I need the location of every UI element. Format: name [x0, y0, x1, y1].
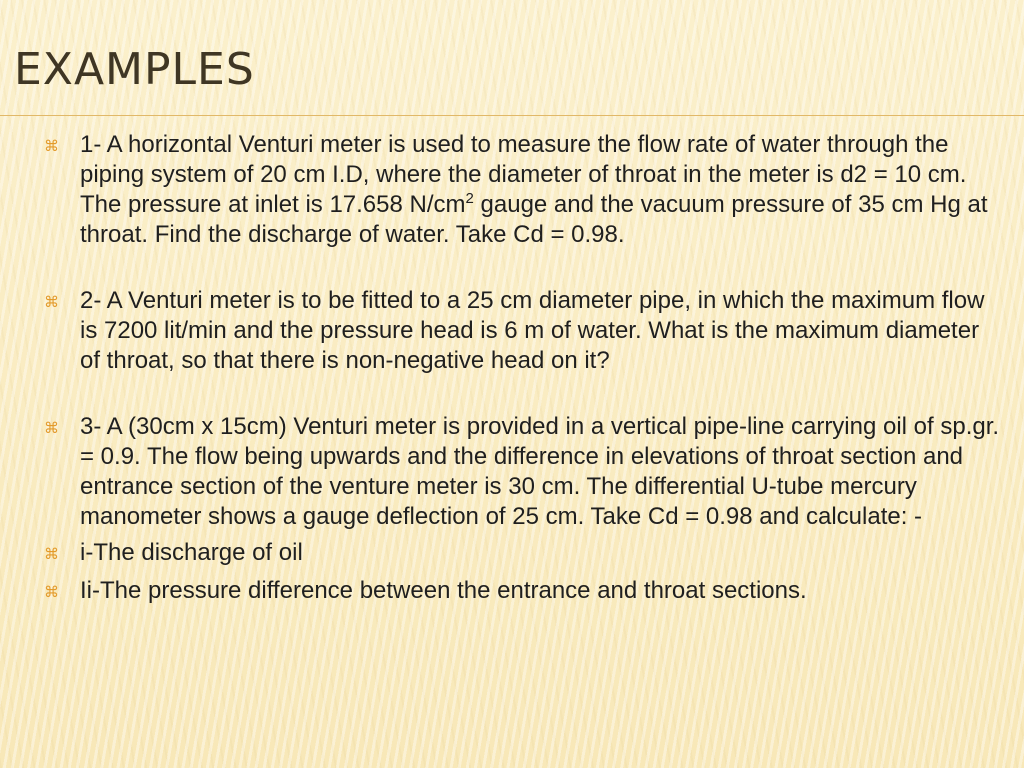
sub-question-2-text: Ii-The pressure difference between the entrance and throat sections.	[80, 577, 807, 604]
bullet-icon: ⌘	[44, 420, 59, 437]
sub-question-1-text: i-The discharge of oil	[80, 539, 303, 566]
example-2-text: 2- A Venturi meter is to be fitted to a 25 cm diameter pipe, in which the maximum flow is 7200 lit/min and the pressure head is 6 m of water. What is the maximum diameter of throat, so that there is non-negative head on it?	[80, 287, 985, 374]
bullet-icon: ⌘	[44, 584, 59, 601]
example-3-text: 3- A (30cm x 15cm) Venturi meter is provided in a vertical pipe-line carrying oil of sp.gr. = 0.9. The flow being upwards and the difference in elevations of throat section and entrance section of the venture meter is 30 cm. The differential U-tube mercury manometer shows a gauge deflection of 25 cm. Take Cd = 0.98 and calculate: -	[80, 413, 1000, 530]
bullet-icon: ⌘	[44, 294, 59, 311]
example-1-text-start: 1- A horizontal Venturi meter is used to measure the flow rate of water through the piping system of 20 cm I.D, where the diameter of throat in the meter is d2 = 10 cm. The pressure at inlet is 17.658 N/cm	[80, 131, 967, 218]
list-item	[44, 412, 1004, 532]
bullet-icon: ⌘	[44, 546, 59, 563]
bullet-icon: ⌘	[44, 138, 59, 155]
list-item	[44, 538, 1004, 570]
slide-title: EXAMPLES	[14, 44, 255, 95]
list-item	[44, 130, 1004, 250]
list-item	[44, 286, 1004, 376]
superscript: 2	[465, 190, 474, 207]
bullet-list	[44, 130, 1004, 608]
example-1-text	[80, 130, 1004, 250]
list-item	[44, 576, 1004, 608]
title-divider	[0, 115, 1024, 116]
example-1-text-end: gauge and the vacuum pressure of 35 cm Hg at throat. Find the discharge of water. Take Cd = 0.98.	[80, 191, 988, 248]
